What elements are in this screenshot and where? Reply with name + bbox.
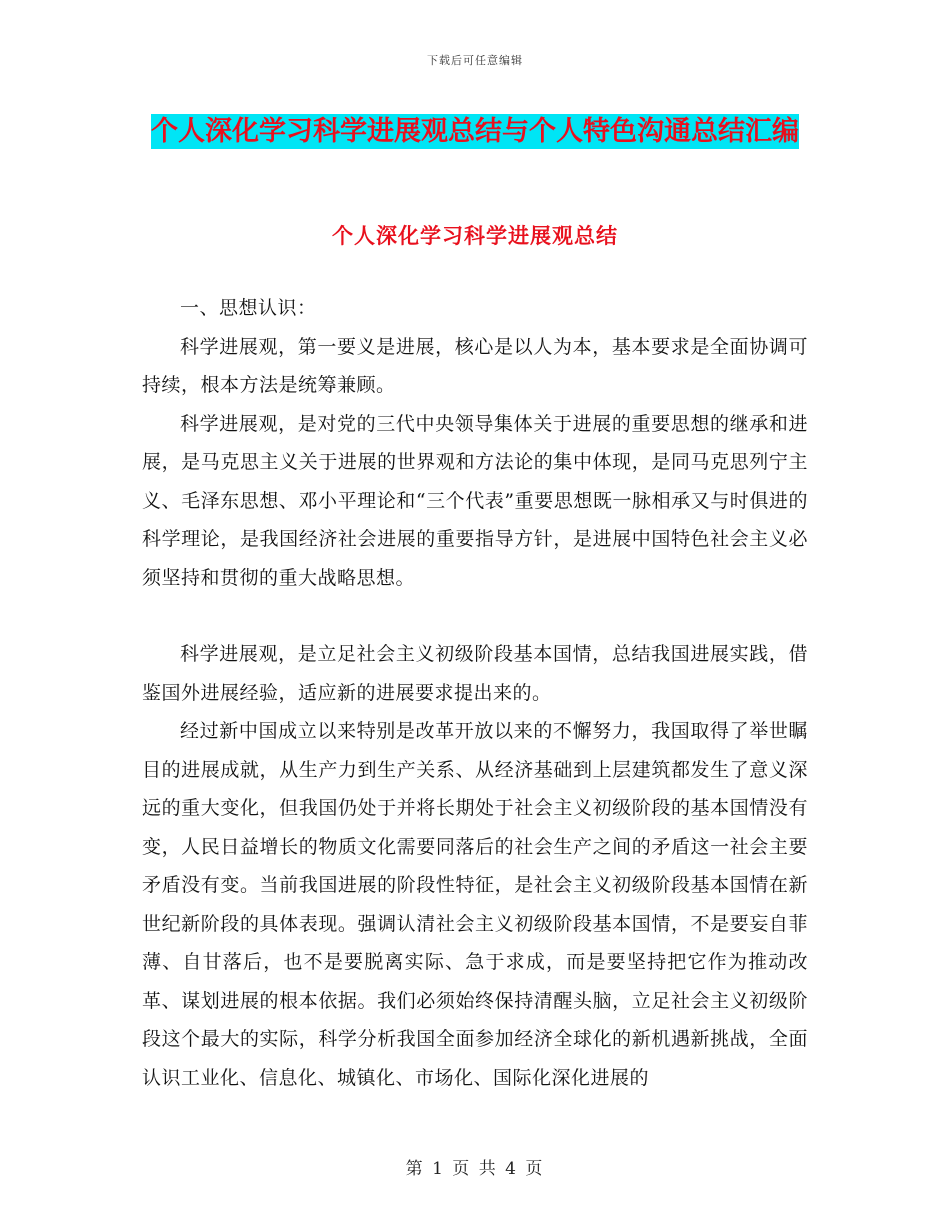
document-body	[142, 289, 808, 1097]
paragraph: 科学进展观，是立足社会主义初级阶段基本国情，总结我国进展实践，借鉴国外进展经验，适应新的进展要求提出来的。	[142, 643, 808, 704]
section-title: 个人深化学习科学进展观总结	[332, 224, 618, 248]
document-title	[142, 108, 808, 156]
paragraph: 科学进展观，第一要义是进展，核心是以人为本，基本要求是全面协调可持续，根本方法是统筹兼顾。	[142, 335, 808, 396]
paragraph: 经过新中国成立以来特别是改革开放以来的不懈努力，我国取得了举世瞩目的进展成就，从生产力到生产关系、从经济基础到上层建筑都发生了意义深远的重大变化，但我国仍处于并将长期处于社会主义初级阶段的基本国情没有变，人民日益增长的物质文化需要同落后的社会生产之间的矛盾这一社会主要矛盾没有变。当前我国进展的阶段性特征，是社会主义初级阶段基本国情在新世纪新阶段的具体表现。强调认清社会主义初级阶段基本国情，不是要妄自菲薄、自甘落后，也不是要脱离实际、急于求成，而是要坚持把它作为推动改革、谋划进展的根本依据。我们必须始终保持清醒头脑，立足社会主义初级阶段这个最大的实际，科学分析我国全面参加经济全球化的新机遇新挑战，全面认识工业化、信息化、城镇化、市场化、国际化深化进展的	[142, 720, 808, 1089]
page-header-note: 下载后可任意编辑	[427, 54, 523, 67]
page-number-footer: 第 1 页 共 4 页	[405, 1159, 545, 1179]
paragraph: 科学进展观，是对党的三代中央领导集体关于进展的重要思想的继承和进展，是马克思主义关于进展的世界观和方法论的集中体现，是同马克思列宁主义、毛泽东思想、邓小平理论和“三个代表”重要思想既一脉相承又与时俱进的科学理论，是我国经济社会进展的重要指导方针，是进展中国特色社会主义必须坚持和贯彻的重大战略思想。	[142, 412, 808, 589]
document-title-text: 个人深化学习科学进展观总结与个人特色沟通总结汇编	[151, 116, 799, 147]
paragraph-heading-thought: 一、思想认识：	[180, 297, 317, 319]
